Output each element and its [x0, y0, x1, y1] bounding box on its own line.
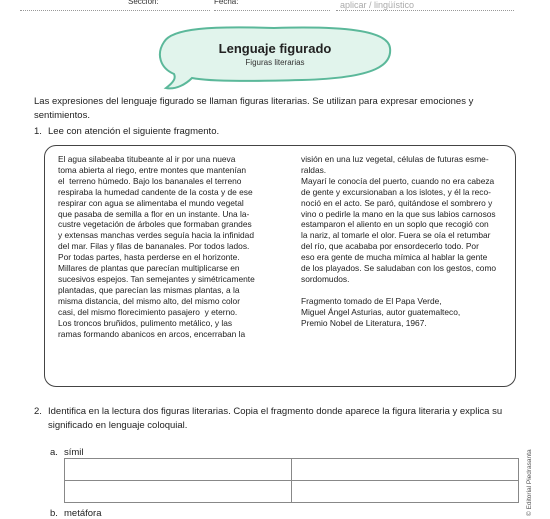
question-1-text: Lee con atención el siguiente fragmento.: [48, 126, 220, 137]
question-2-number: 2.: [34, 406, 42, 417]
copyright-side: [518, 400, 538, 518]
item-b: [50, 508, 102, 519]
table-row: [65, 481, 519, 503]
date-label: Fecha:: [214, 0, 239, 6]
answer-cell-meaning-2[interactable]: [292, 481, 519, 503]
copyright-text: © Editorial Piedrasanta: [526, 449, 533, 516]
subject-tag: aplicar / lingüístico: [340, 0, 415, 10]
intro-paragraph: Las expresiones del lenguaje figurado se llaman figuras literarias. Se utilizan para expresar emociones y sentimientos.: [34, 96, 474, 121]
answer-cell-meaning-1[interactable]: [292, 459, 519, 481]
title-blob: [152, 22, 396, 92]
page-title: Lenguaje figurado: [218, 41, 332, 56]
answer-cell-fragment-1[interactable]: [65, 459, 292, 481]
question-2-line-1: Identifica en la lectura dos figuras literarias. Copia el fragmento donde aparece la figura literaria y explica su: [48, 406, 503, 417]
item-a-number: a.: [50, 447, 58, 458]
section-line: [20, 10, 210, 11]
fragment-column-2: visión en una luz vegetal, células de futuras esme- raldas. Mayarí le conocía del puerto, cuando no era cabeza de gente y excursionaban a los islotes, y él la reco- noció en el acto. Se paró, quitándose el sombrero y vino o pedirle la mano en la que sus labios carnosos estamparon el aliento en un soplo que recogió con la nariz, al tomarle el olor. Fuera se oía el retumbar del río, que acababa por ensordecerlo todo. Por eso era gente de mucha mímica al hablar la gente de los playados. Se saludaban con los gestos, como sordomudos. Fragmento tomado de El Papa Verde, Miguel Ángel Asturias, autor guatemalteco, Premio Nobel de Literatura, 1967.: [301, 154, 497, 328]
answer-table-a: [64, 458, 519, 503]
page-subtitle: Figuras literarias: [245, 58, 305, 67]
question-2-line-2: significado en lenguaje coloquial.: [48, 420, 188, 431]
date-line: [214, 10, 330, 11]
item-a-label: símil: [64, 447, 84, 458]
table-row: [65, 459, 519, 481]
item-b-label: metáfora: [64, 508, 102, 519]
question-1-number: 1.: [34, 126, 42, 137]
subject-line: [336, 10, 514, 11]
section-label: Sección:: [128, 0, 159, 6]
answer-cell-fragment-2[interactable]: [65, 481, 292, 503]
item-a: [50, 447, 84, 458]
item-b-number: b.: [50, 508, 58, 519]
question-1: [34, 126, 219, 137]
fragment-column-1: El agua silabeaba titubeante al ir por una nueva toma abierta al riego, entre montes que mantenían el terreno húmedo. Bajo los bananales el terreno respiraba la humedad candente de la costa y de ese respirar con agua se alimentaba el mundo vegetal que pasaba de semilla a flor en un instante. Una la- custre vegetación de árboles que formaban grandes y extensas manchas verdes seguía hacia la infinidad del mar. Filas y filas de bananales. Por todos lados. Por todas partes, hasta perderse en el horizonte. Millares de plantas que parecían multiplicarse en sucesivos espejos. Tan semejantes y simétricamente plantadas, que parecían las mismas plantas, a la misma distancia, del mismo alto, del mismo color casi, del mismo florecimiento pasajero y eterno. Los troncos bruñidos, pulimento metálico, y las ramas formando abanicos en arcos, encerraban la: [58, 154, 255, 339]
question-2: [34, 405, 514, 433]
